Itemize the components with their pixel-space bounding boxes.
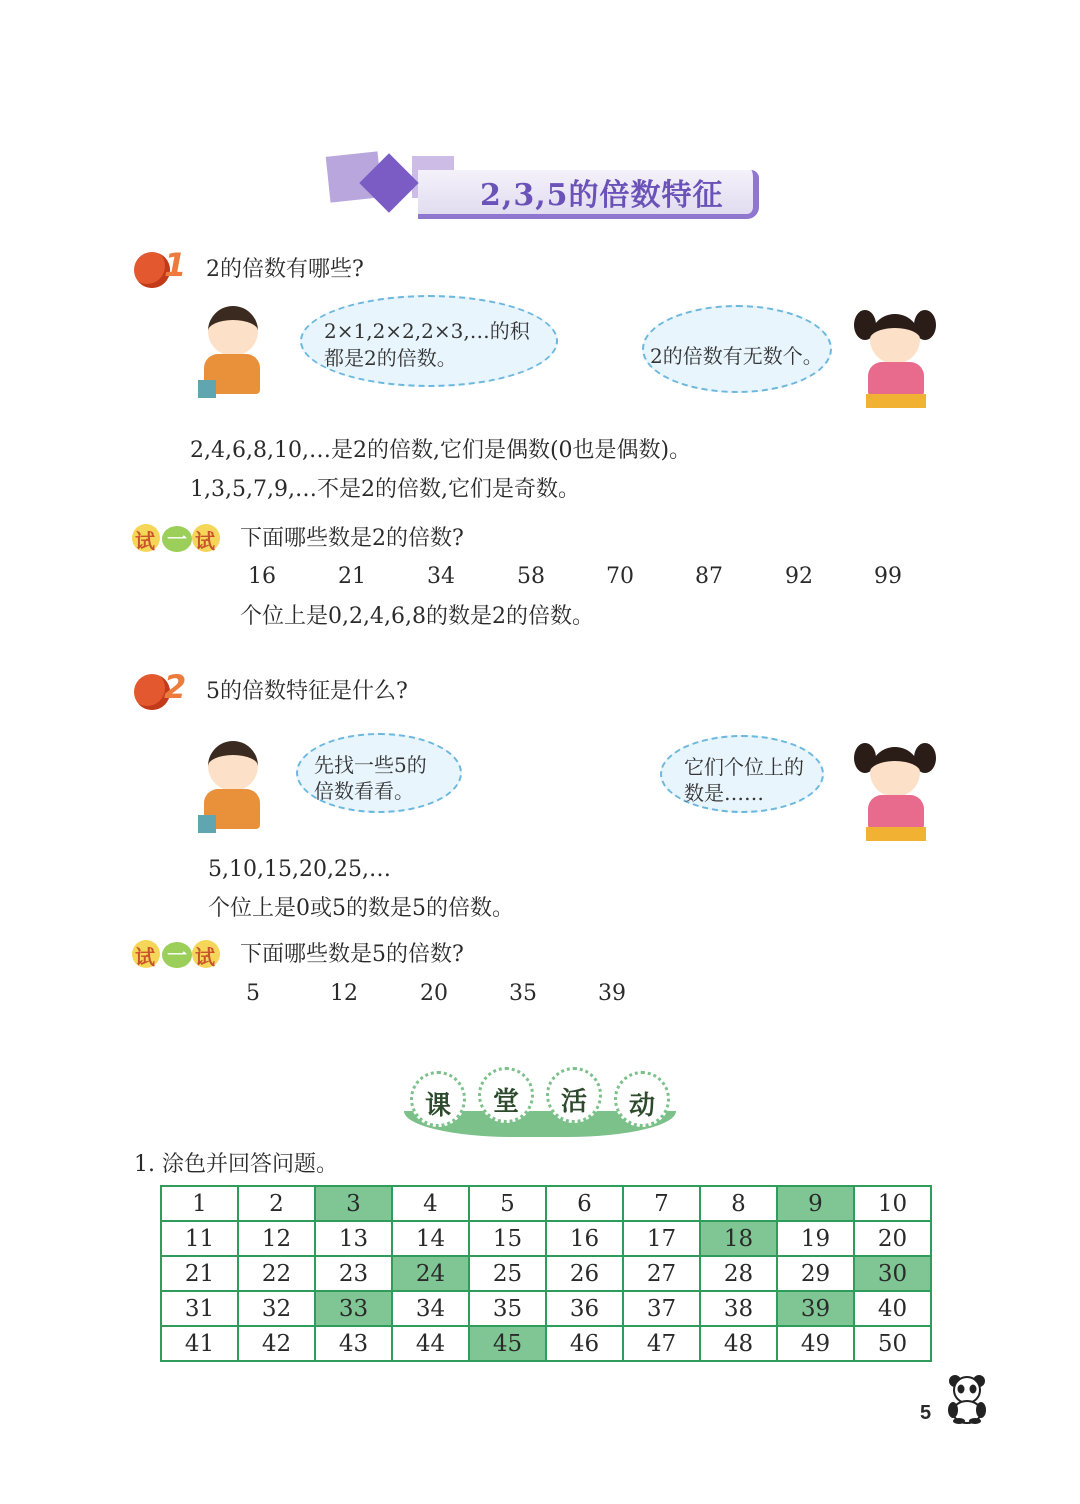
grid-cell: 14 <box>392 1221 469 1256</box>
grid-cell: 29 <box>777 1256 854 1291</box>
grid-cell: 43 <box>315 1326 392 1361</box>
grid-cell: 5 <box>469 1186 546 1221</box>
activity-task: 1. 涂色并回答问题。 <box>134 1152 338 1177</box>
grid-cell: 18 <box>700 1221 777 1256</box>
grid-cell: 30 <box>854 1256 931 1291</box>
grid-cell: 10 <box>854 1186 931 1221</box>
bubble-line: 都是2的倍数。 <box>324 346 457 370</box>
grid-cell: 25 <box>469 1256 546 1291</box>
grid-cell: 15 <box>469 1221 546 1256</box>
example-number: 2 <box>164 668 187 706</box>
grid-cell: 1 <box>161 1186 238 1221</box>
grid-cell: 31 <box>161 1291 238 1326</box>
banner-char: 堂 <box>493 1087 520 1117</box>
grid-cell: 26 <box>546 1256 623 1291</box>
odd-number-text: 1,3,5,7,9,…不是2的倍数,它们是奇数。 <box>190 477 580 502</box>
activity-banner <box>404 1065 676 1141</box>
grid-cell: 34 <box>392 1291 469 1326</box>
grid-cell: 46 <box>546 1326 623 1361</box>
bubble-line: 2的倍数有无数个。 <box>650 344 823 368</box>
conclusion-text: 个位上是0,2,4,6,8的数是2的倍数。 <box>240 604 594 629</box>
try-number: 20 <box>420 981 448 1006</box>
bubble-line: 它们个位上的 <box>684 755 804 779</box>
grid-cell: 39 <box>777 1291 854 1326</box>
boy-character-icon <box>198 735 268 835</box>
grid-cell: 8 <box>700 1186 777 1221</box>
try-number: 5 <box>246 981 260 1006</box>
bubble-line: 先找一些5的 <box>314 753 427 777</box>
grid-cell: 24 <box>392 1256 469 1291</box>
try-number: 21 <box>338 564 366 589</box>
grid-cell: 28 <box>700 1256 777 1291</box>
try-number: 87 <box>695 564 723 589</box>
girl-speech-bubble <box>642 305 832 393</box>
banner-char: 动 <box>629 1091 656 1121</box>
grid-cell: 48 <box>700 1326 777 1361</box>
try-number: 39 <box>598 981 626 1006</box>
grid-cell: 16 <box>546 1221 623 1256</box>
grid-cell: 37 <box>623 1291 700 1326</box>
table-row <box>161 1221 931 1256</box>
try-question: 下面哪些数是5的倍数? <box>240 942 464 967</box>
grid-cell: 33 <box>315 1291 392 1326</box>
example-number: 1 <box>164 246 187 284</box>
grid-cell: 35 <box>469 1291 546 1326</box>
grid-cell: 38 <box>700 1291 777 1326</box>
girl-character-icon <box>840 733 950 845</box>
grid-cell: 13 <box>315 1221 392 1256</box>
boy-speech-bubble <box>296 733 462 813</box>
grid-cell: 41 <box>161 1326 238 1361</box>
grid-cell: 42 <box>238 1326 315 1361</box>
try-number: 99 <box>874 564 902 589</box>
try-number: 35 <box>509 981 537 1006</box>
girl-character-icon <box>840 300 950 412</box>
table-row <box>161 1186 931 1221</box>
multiples-of-5-rule: 个位上是0或5的数是5的倍数。 <box>208 896 514 921</box>
grid-cell: 36 <box>546 1291 623 1326</box>
grid-cell: 23 <box>315 1256 392 1291</box>
bubble-line: 数是…… <box>684 781 764 805</box>
grid-cell: 7 <box>623 1186 700 1221</box>
banner-char: 课 <box>425 1091 452 1121</box>
try-it-badge: 试 一 试 <box>132 938 222 970</box>
example2-question: 5的倍数特征是什么? <box>206 679 408 704</box>
try-it-badge: 试 一 试 <box>132 522 222 554</box>
try-number: 58 <box>517 564 545 589</box>
even-number-text: 2,4,6,8,10,…是2的倍数,它们是偶数(0也是偶数)。 <box>190 438 692 463</box>
try-number: 70 <box>606 564 634 589</box>
bubble-line: 2×1,2×2,2×3,…的积 <box>324 319 530 343</box>
grid-cell: 40 <box>854 1291 931 1326</box>
banner-char: 活 <box>561 1087 588 1117</box>
grid-cell: 32 <box>238 1291 315 1326</box>
girl-speech-bubble <box>660 735 824 813</box>
grid-cell: 21 <box>161 1256 238 1291</box>
try-number: 16 <box>248 564 276 589</box>
grid-cell: 50 <box>854 1326 931 1361</box>
example-marker-2 <box>134 670 198 714</box>
grid-cell: 45 <box>469 1326 546 1361</box>
bubble-line: 倍数看看。 <box>314 779 414 803</box>
page-number: 5 <box>920 1402 932 1424</box>
grid-cell: 12 <box>238 1221 315 1256</box>
try-number: 34 <box>427 564 455 589</box>
table-row <box>161 1256 931 1291</box>
grid-cell: 11 <box>161 1221 238 1256</box>
try-number: 92 <box>785 564 813 589</box>
try-number: 12 <box>330 981 358 1006</box>
grid-cell: 44 <box>392 1326 469 1361</box>
grid-cell: 9 <box>777 1186 854 1221</box>
panda-icon <box>945 1372 991 1424</box>
grid-cell: 17 <box>623 1221 700 1256</box>
grid-cell: 49 <box>777 1326 854 1361</box>
example1-question: 2的倍数有哪些? <box>206 257 364 282</box>
table-row <box>161 1291 931 1326</box>
grid-cell: 47 <box>623 1326 700 1361</box>
grid-cell: 4 <box>392 1186 469 1221</box>
grid-cell: 2 <box>238 1186 315 1221</box>
grid-cell: 27 <box>623 1256 700 1291</box>
boy-speech-bubble <box>300 295 558 387</box>
title-banner <box>320 150 765 228</box>
boy-character-icon <box>198 300 268 400</box>
page-title: 2,3,5的倍数特征 <box>480 178 724 213</box>
grid-cell: 20 <box>854 1221 931 1256</box>
number-grid <box>160 1185 932 1362</box>
grid-cell: 3 <box>315 1186 392 1221</box>
grid-cell: 19 <box>777 1221 854 1256</box>
table-row <box>161 1326 931 1361</box>
example-marker-1 <box>134 248 198 292</box>
grid-cell: 6 <box>546 1186 623 1221</box>
grid-cell: 22 <box>238 1256 315 1291</box>
try-question: 下面哪些数是2的倍数? <box>240 526 464 551</box>
multiples-of-5-text: 5,10,15,20,25,… <box>208 857 391 882</box>
